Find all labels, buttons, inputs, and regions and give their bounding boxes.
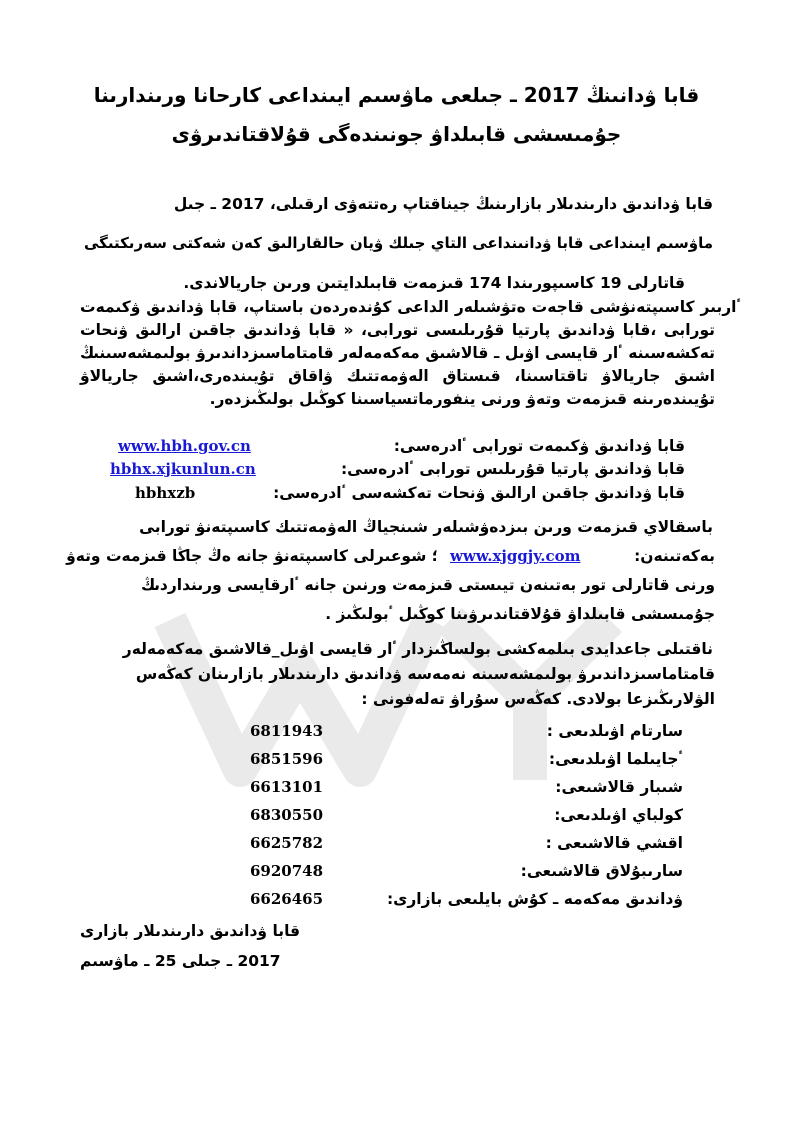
phone-label-1: سارتام اۋىلدىعى : bbox=[546, 722, 683, 740]
signature-date: 2017 ـ جىلى 25 ـ ماۋسىم bbox=[80, 952, 281, 970]
phone-label-2: ٴجايىلما اۋىلدىعى: bbox=[548, 750, 683, 768]
address-party-label: قابا ۋداندىق پارتيا قۇرىلىس تورابى ٴادرەسى: bbox=[340, 460, 685, 478]
phone-number-5: 6625782 bbox=[250, 834, 324, 852]
phone-label-4: كولباي اۋىلدىعى: bbox=[554, 806, 683, 824]
para2-line-1: باسقالاي قىزمەت ورىن بىزدەۋشىلەر شىنجياڭ الەۋمەتتىك كاسىپتەنۋ تورابى bbox=[139, 518, 713, 536]
body-paragraph: ٴاربىر كاسىپتەنۋشى قاجەت ەتۋشىلەر الداعى كۇندەردەن باستاپ، قابا ۋداندىق ۋكىمەت تورابى ،قابا ۋداندىق پارتيا قۇرىلىسى تورابى، « قابا ۋداندىق جاقىن ارالىق ۋنحات تەكشەسىنە ٴار قايسى اۋىل ـ قالاشىق مەكەمەلەر قامتاماسىزداندىرۋ بولىمشەسىنىڭ اشىق جاريالاۋ تاقتاسىنا، قىستاق الەۋمەتتىك ۋاقاق تۇيىندەرى،اشىق جاريالاۋ تۇيىندەرىنە قىزمەت وتەۋ ورنى ينفورماتسياسىنا كوڭىل بولىڭىزدەر. bbox=[80, 298, 741, 408]
phone-number-4: 6830550 bbox=[250, 806, 324, 824]
phone-label-5: اقشي قالاشىعى : bbox=[545, 834, 683, 852]
para2-website-link[interactable]: www.xjggjy.com bbox=[450, 547, 581, 565]
intro-line-2: ماۋسىم ايىنداعى قابا ۋدانىنداعى التاي جىلك ۋيان حالقارالىق كەن شەكتى سەرىكتىگى bbox=[83, 234, 713, 252]
phone-number-3: 6613101 bbox=[250, 778, 324, 796]
phone-number-7: 6626465 bbox=[250, 890, 324, 908]
phone-label-3: شىبار قالاشىعى: bbox=[555, 778, 683, 796]
address-wechat-label: قابا ۋداندىق جاقىن ارالىق ۋنحات تەكشەسى ٴادرەسى: bbox=[273, 484, 685, 502]
para2-line-4: جۇمىسشى قابىلداۋ قۇلاقتاندىرۋىنا كوڭىل ٴبولىڭىز . bbox=[325, 605, 715, 623]
intro-line-3: قاتارلى 19 كاسىپورىندا 174 قىزمەت قابىلدايتىن ورىن جاريالاندى. bbox=[183, 274, 685, 292]
address-party-link[interactable]: hbhx.xjkunlun.cn bbox=[110, 460, 256, 478]
phone-label-6: سارىبۇلاق قالاشىعى: bbox=[520, 862, 683, 880]
para2-line-2-rest: ؛ شوعىرلى كاسىپتەنۋ جانە ەڭ جاڭا قىزمەت وتەۋ bbox=[66, 547, 438, 565]
page-title: قابا ۋدانىنڭ 2017 ـ جىلعى ماۋسىم ايىنداعى كارحانا ورىندارىنا bbox=[93, 83, 700, 107]
phone-label-7: ۋداندىق مەكەمە ـ كۇش بايلىعى بازارى: bbox=[386, 890, 683, 908]
address-gov-link[interactable]: www.hbh.gov.cn bbox=[118, 437, 251, 455]
para3-line-2: قامتاماسىزداندىرۋ بولىمشەسىنە نەمەسە ۋداندىق دارىندىلار بازارىنان كەڭەس bbox=[135, 665, 715, 683]
phone-number-6: 6920748 bbox=[250, 862, 324, 880]
phone-number-1: 6811943 bbox=[250, 722, 324, 740]
intro-line-1: قابا ۋداندىق دارىندىلار بازارىنىڭ جيناقتاپ رەتتەۋى ارقىلى، 2017 ـ جىل bbox=[173, 195, 713, 213]
phone-number-2: 6851596 bbox=[250, 750, 324, 768]
para3-line-1: ناقتىلى جاعدايدى بىلمەكشى بولساڭىزدار ٴار قايسى اۋىل_قالاشىق مەكەمەلەر bbox=[122, 640, 713, 658]
page-subtitle: جۇمىسشى قابىلداۋ جونىندەگى قۇلاقتاندىرۋى bbox=[171, 122, 622, 146]
para2-line-3: ورنى قاتارلى تور بەتىنەن تيىستى قىزمەت ورنىن جانە ٴارقايسى ورىنداردىڭ bbox=[141, 576, 715, 594]
signature-organization: قابا ۋداندىق دارىندىلار بازارى bbox=[80, 922, 301, 940]
address-wechat-value: hbhxzb bbox=[135, 484, 196, 502]
address-gov-label: قابا ۋداندىق ۋكىمەت تورابى ٴادرەسى: bbox=[393, 437, 685, 455]
para2-line-2-label: بەكەتىنەن: bbox=[634, 547, 715, 565]
para3-line-3: الۋلارىڭىزعا بولادى. كەڭەس سۇراۋ تەلەفونى : bbox=[361, 690, 715, 708]
